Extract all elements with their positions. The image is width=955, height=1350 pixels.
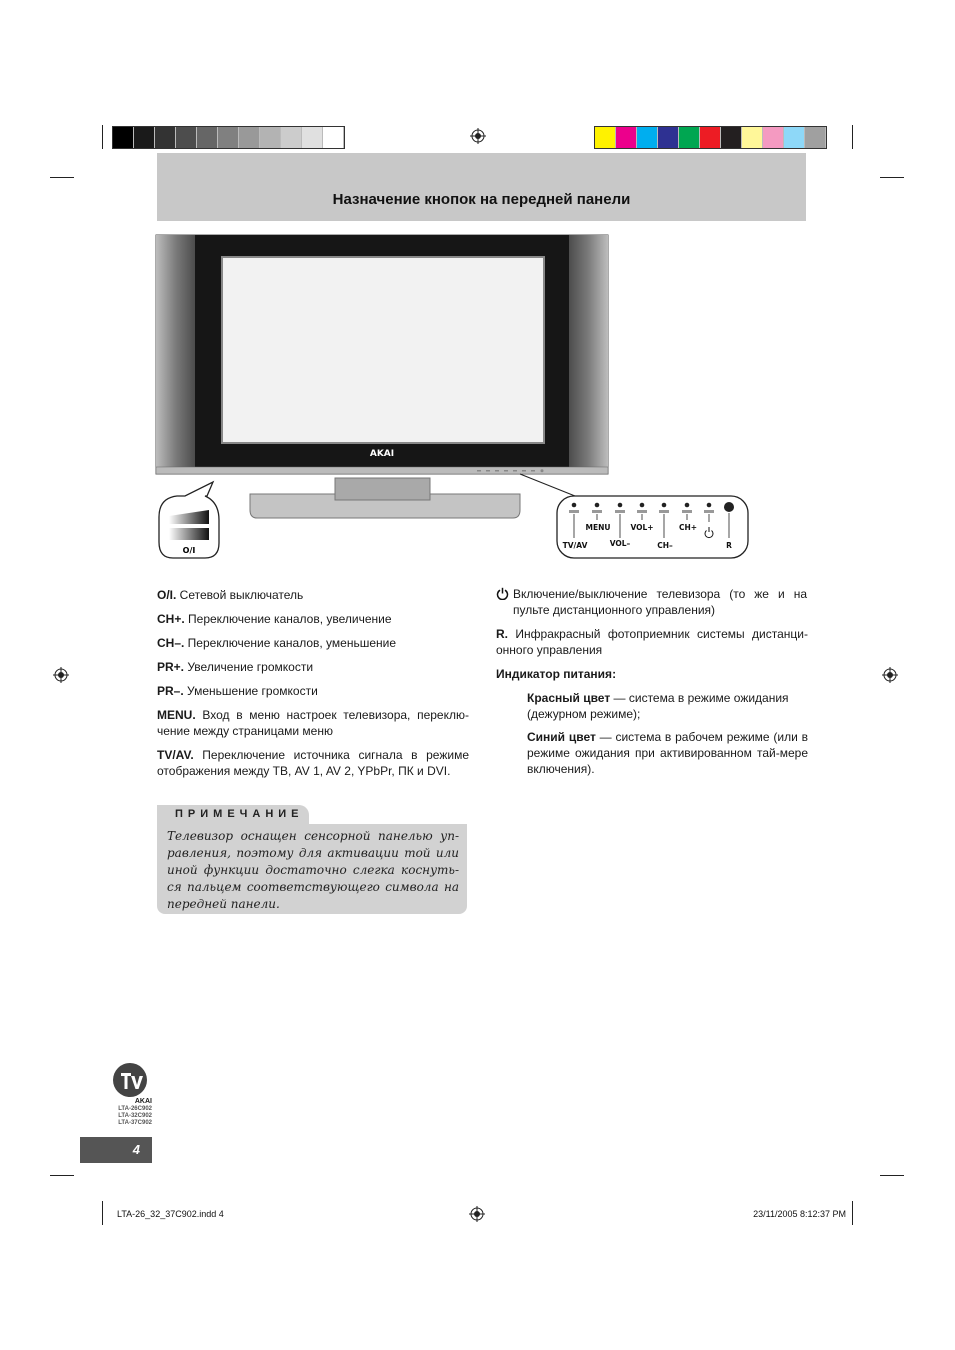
panel-label-tv-av: TV/AV	[562, 541, 588, 550]
footer-timestamp: 23/11/2005 8:12:37 PM	[753, 1209, 846, 1219]
color-swatch-2	[637, 127, 658, 148]
registration-mark-icon	[882, 667, 898, 683]
panel-label-vol-plus: VOL+	[630, 523, 654, 532]
tv-logo-icon	[112, 1062, 148, 1098]
registration-mark-icon	[53, 667, 69, 683]
panel-label-vol-minus: VOL–	[609, 539, 631, 548]
crop-mark	[50, 177, 74, 178]
indicator-blue: Синий цвет — система в рабочем режиме (или в режиме ожидания при активированном тай-мере включения).	[527, 730, 808, 776]
crop-mark	[102, 1201, 103, 1225]
color-swatch-6	[721, 127, 742, 148]
header-band	[157, 153, 806, 221]
item-menu: MENU. Вход в меню настроек телевизора, переклю-чение между страницами меню	[157, 708, 469, 738]
color-swatch-5	[700, 127, 721, 148]
model-list: LTA-26C902 LTA-32C902 LTA-37C902	[118, 1106, 152, 1126]
color-swatch-1	[616, 127, 637, 148]
color-swatch-9	[784, 127, 805, 148]
crop-mark	[852, 1201, 853, 1225]
gray-swatch-7	[260, 127, 281, 148]
page-title: Назначение кнопок на передней панели	[332, 191, 631, 208]
item-pr-minus: PR–. Уменьшение громкости	[157, 684, 318, 698]
gray-swatch-5	[218, 127, 239, 148]
indicator-title: Индикатор питания:	[496, 667, 617, 681]
panel-label-r: R	[726, 541, 732, 550]
power-switch-label: O/I	[182, 546, 196, 555]
note-label-tab	[157, 805, 309, 825]
indicator-red: Красный цвет — система в режиме ожидания (дежурном режиме);	[527, 691, 789, 721]
gray-swatch-9	[302, 127, 323, 148]
logo-brand: AKAI	[134, 1098, 152, 1105]
item-ch-minus: CH–. Переключение каналов, уменьшение	[157, 636, 397, 650]
item-ch-plus: CH+. Переключение каналов, увеличение	[157, 612, 392, 626]
item-tv-av: TV/AV. Переключение источника сигнала в режиме отображения между ТВ, AV 1, AV 2, YPbPr, ПК и DVI.	[157, 748, 469, 778]
color-swatch-8	[763, 127, 784, 148]
note-text: Телевизор оснащен сенсорной панелью уп-равления, поэтому для активации той или иной функции достаточно слегка коснуть-ся пальцем соответствующего символа на передней панели.	[167, 829, 459, 911]
tv-illustration	[155, 232, 755, 564]
color-swatch-10	[805, 127, 826, 148]
gray-swatch-2	[155, 127, 176, 148]
color-swatch-7	[742, 127, 763, 148]
color-bar-colors	[594, 126, 827, 149]
gray-swatch-3	[176, 127, 197, 148]
page-number-tab	[80, 1137, 152, 1163]
power-icon	[496, 587, 509, 600]
color-swatch-4	[679, 127, 700, 148]
item-power-button: Включение/выключение телевизора (то же и на пульте дистанционного управления)	[513, 587, 807, 617]
page-number: 4	[132, 1142, 140, 1157]
tv-brand-logo: AKAI	[369, 449, 395, 459]
item-power-switch: O/I. Сетевой выключатель	[157, 588, 304, 602]
footer-file: LTA-26_32_37C902.indd 4	[117, 1209, 224, 1219]
gray-swatch-10	[323, 127, 344, 148]
gray-swatch-1	[134, 127, 155, 148]
crop-mark	[102, 125, 103, 149]
crop-mark	[852, 125, 853, 149]
note-label: ПРИМЕЧАНИЕ	[175, 808, 304, 820]
panel-label-ch-plus: CH+	[678, 523, 698, 532]
registration-mark-icon	[469, 1206, 485, 1222]
color-swatch-0	[595, 127, 616, 148]
crop-mark	[50, 1175, 74, 1176]
color-bar-gray	[112, 126, 345, 149]
gray-swatch-0	[113, 127, 134, 148]
crop-mark	[880, 177, 904, 178]
crop-mark	[880, 1175, 904, 1176]
registration-mark-icon	[470, 128, 486, 144]
panel-label-ch-minus: CH–	[657, 541, 673, 550]
gray-swatch-4	[197, 127, 218, 148]
note-box	[157, 824, 467, 914]
gray-swatch-8	[281, 127, 302, 148]
gray-swatch-6	[239, 127, 260, 148]
item-pr-plus: PR+. Увеличение громкости	[157, 660, 314, 674]
color-swatch-3	[658, 127, 679, 148]
item-ir-receiver: R. Инфракрасный фотоприемник системы дистанци-онного управления	[496, 627, 808, 657]
panel-label-menu: MENU	[585, 523, 611, 532]
